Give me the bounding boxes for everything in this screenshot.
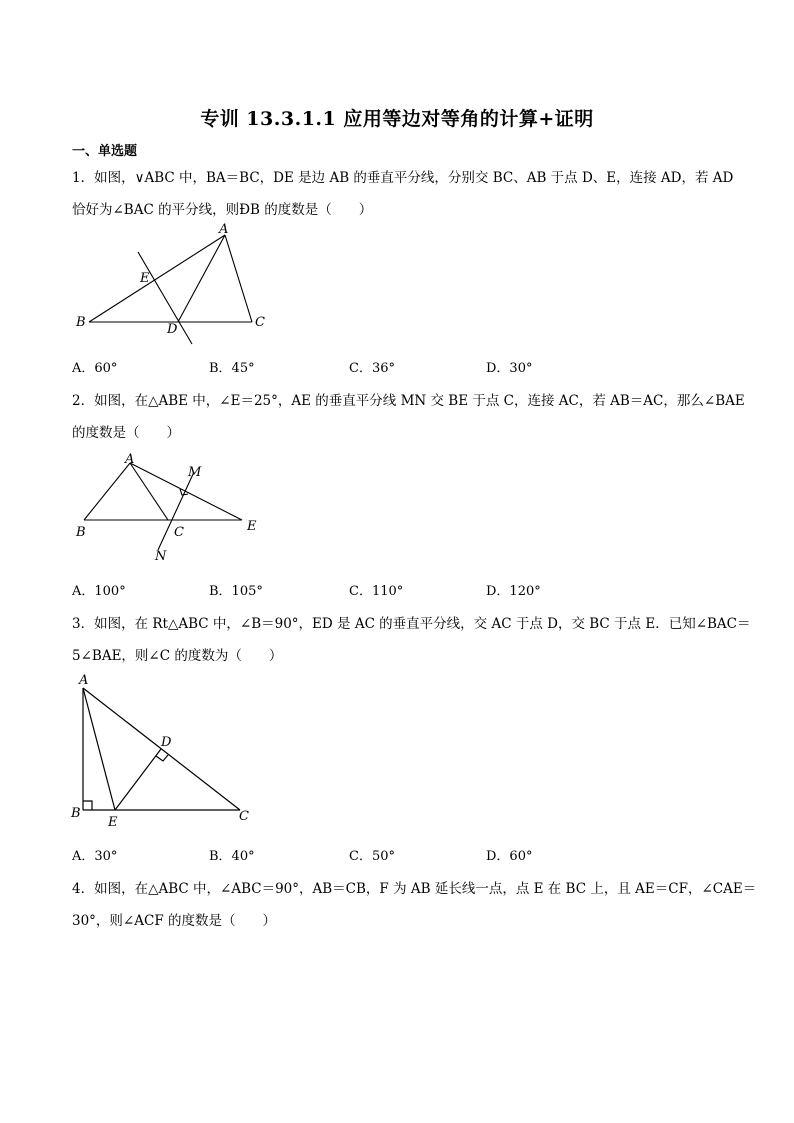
figure-question-2: [70, 450, 270, 565]
label-e: E: [140, 271, 150, 286]
label-b: B: [76, 525, 86, 540]
option-c[interactable]: C．36°: [349, 361, 395, 376]
label-n: N: [155, 549, 167, 564]
label-e: E: [247, 519, 257, 534]
segment-ac: [225, 235, 252, 322]
label-c: C: [174, 525, 184, 540]
figure-question-1: [70, 222, 280, 350]
right-angle-mark-d: [156, 755, 168, 761]
figure-question-3: [68, 668, 268, 833]
page-title: 专训 13.3.1.1 应用等边对等角的计算+证明: [200, 108, 594, 130]
question-3-line-1: 3．如图，在 Rt△ABC 中，∠B＝90°，ED 是 AC 的垂直平分线，交 AC 于点 D，交 BC 于点 E．已知∠BAC＝: [72, 616, 751, 632]
question-3-options: [72, 845, 632, 865]
option-d[interactable]: D．30°: [486, 361, 533, 376]
label-d: D: [167, 322, 178, 337]
question-1-line-2: 恰好为∠BAC 的平分线，则ÐB 的度数是（ ）: [72, 202, 373, 218]
option-b[interactable]: B．40°: [209, 849, 255, 864]
label-a: A: [79, 673, 89, 688]
label-a: A: [125, 452, 135, 467]
question-1-line-1: 1．如图，∨ABC 中，BA＝BC，DE 是边 AB 的垂直平分线，分别交 BC、AB 于点 D、E，连接 AD，若 AD: [72, 170, 734, 186]
label-c: C: [239, 809, 249, 824]
right-angle-mark-b: [83, 801, 92, 810]
label-d: D: [161, 735, 172, 750]
segment-ba: [89, 235, 225, 322]
segment-ae: [130, 463, 242, 520]
option-b[interactable]: B．45°: [209, 361, 255, 376]
label-b: B: [76, 315, 86, 330]
segment-ba: [84, 463, 130, 520]
label-m: M: [188, 465, 202, 480]
perpendicular-bisector-de: [138, 252, 192, 344]
label-b: B: [71, 806, 81, 821]
label-e: E: [108, 815, 118, 830]
option-d[interactable]: D．120°: [486, 584, 541, 599]
segment-ad: [178, 235, 225, 322]
label-c: C: [255, 315, 265, 330]
question-2-line-1: 2．如图，在△ABE 中，∠E＝25°，AE 的垂直平分线 MN 交 BE 于点 C，连接 AC，若 AB＝AC，那么∠BAE: [72, 393, 745, 409]
question-3-line-2: 5∠BAE，则∠C 的度数为（ ）: [72, 648, 283, 664]
question-2-line-2: 的度数是（ ）: [72, 425, 180, 441]
option-d[interactable]: D．60°: [486, 849, 533, 864]
question-2-options: [72, 580, 632, 600]
question-4-line-1: 4．如图，在△ABC 中，∠ABC＝90°，AB＝CB，F 为 AB 延长线一点，点 E 在 BC 上，且 AE＝CF，∠CAE＝: [72, 881, 757, 897]
question-1-options: [72, 357, 632, 377]
label-a: A: [219, 222, 229, 237]
question-4-line-2: 30°，则∠ACF 的度数是（ ）: [72, 913, 276, 929]
option-c[interactable]: C．50°: [349, 849, 395, 864]
section-heading: 一、单选题: [72, 144, 138, 159]
option-a[interactable]: A．60°: [72, 361, 118, 376]
option-b[interactable]: B．105°: [209, 584, 263, 599]
segment-ae: [83, 688, 115, 810]
option-a[interactable]: A．30°: [72, 849, 118, 864]
option-a[interactable]: A．100°: [72, 584, 126, 599]
option-c[interactable]: C．110°: [349, 584, 404, 599]
segment-ac: [130, 463, 168, 520]
segment-ed: [115, 749, 161, 810]
